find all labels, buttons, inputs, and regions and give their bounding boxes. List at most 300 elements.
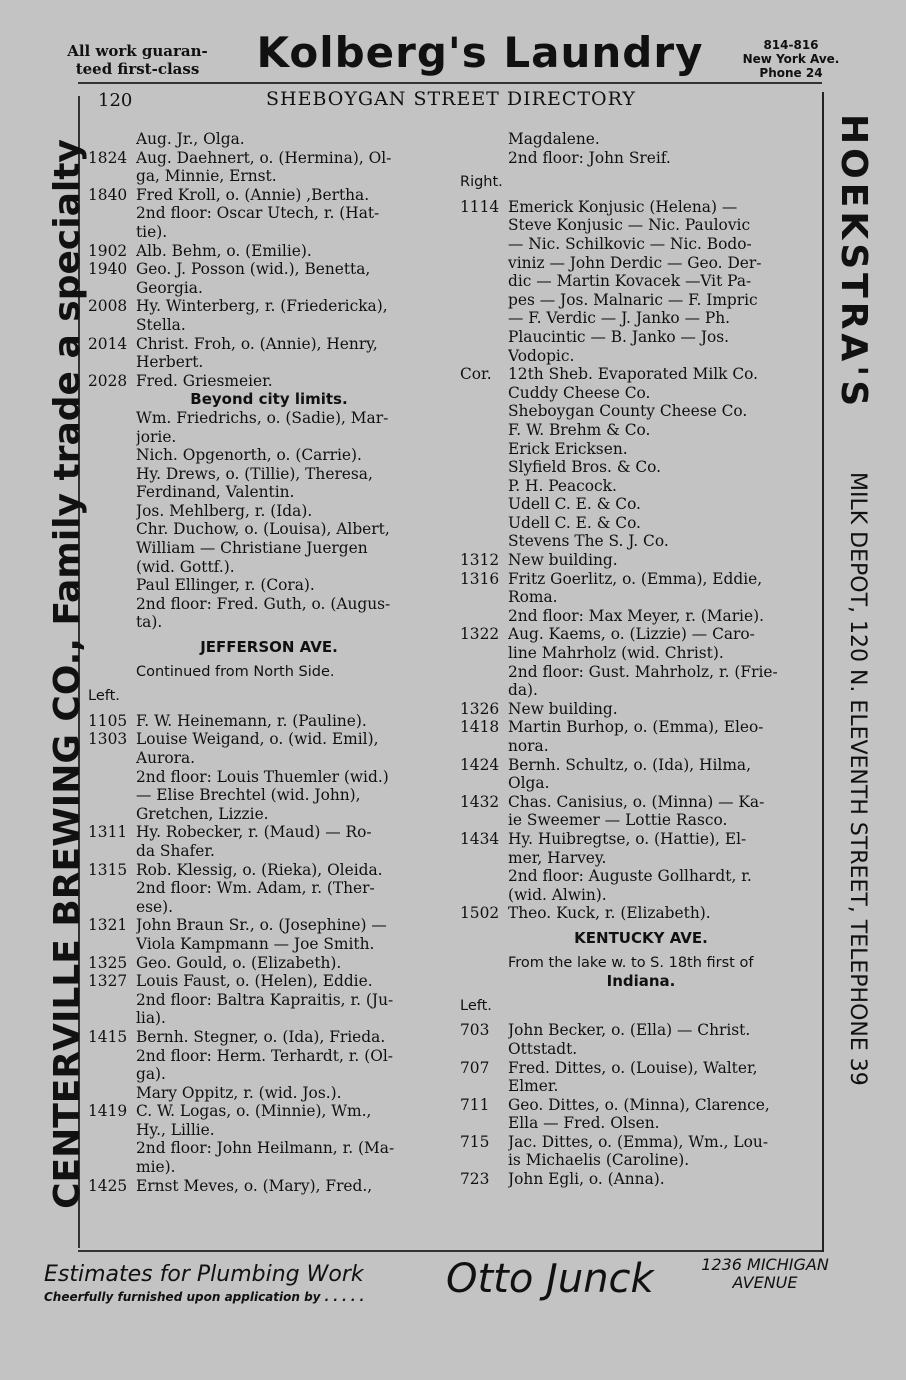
directory-entry-line xyxy=(88,1102,450,1121)
header-rule xyxy=(78,82,822,84)
directory-entry-line xyxy=(88,242,450,261)
directory-entry-line xyxy=(88,1065,450,1084)
directory-entry-line xyxy=(460,1170,822,1189)
entry-text: lia). xyxy=(136,1009,166,1028)
directory-entry-line xyxy=(460,365,822,384)
directory-entry-line xyxy=(88,613,450,632)
directory-entry-line xyxy=(88,879,450,898)
entry-text: 2nd floor: Oscar Utech, r. (Hat- xyxy=(136,204,380,223)
directory-entry-line xyxy=(460,886,822,905)
directory-entry-line xyxy=(88,638,450,657)
house-number xyxy=(460,774,508,793)
footer-address-line1: 1236 MICHIGAN xyxy=(701,1255,829,1274)
directory-entry-line xyxy=(460,811,822,830)
entry-text: (wid. Gottf.). xyxy=(136,557,235,576)
entry-text: Martin Burhop, o. (Emma), Eleo- xyxy=(508,718,764,737)
house-number: 1312 xyxy=(460,551,500,570)
directory-entry-line xyxy=(88,1139,450,1158)
entry-text: Jos. Mehlberg, r. (Ida). xyxy=(136,501,313,520)
house-number: 1425 xyxy=(88,1176,128,1195)
house-number xyxy=(88,1047,136,1066)
directory-entry-line xyxy=(460,793,822,812)
entry-text: From the lake w. to S. 18th first of xyxy=(508,954,754,971)
entry-text: Aurora. xyxy=(136,749,196,767)
house-number: 1316 xyxy=(460,569,500,588)
house-number xyxy=(460,149,508,168)
directory-entry-line xyxy=(460,532,822,551)
entry-text: da Shafer. xyxy=(136,841,215,860)
entry-text: Jac. Dittes, o. (Emma), Wm., Lou- xyxy=(508,1132,769,1151)
directory-entry-line xyxy=(460,514,822,533)
entry-text xyxy=(508,173,822,192)
directory-entry-line xyxy=(460,929,822,948)
left-side-ad-text: CENTERVILLE BREWING CO., Family trade a specialty xyxy=(47,139,88,1209)
house-number xyxy=(88,663,136,682)
directory-entry-line xyxy=(88,954,450,973)
directory-entry-line xyxy=(88,768,450,787)
entry-text: da). xyxy=(508,681,538,700)
entry-text: Ella — Fred. Olsen. xyxy=(508,1114,660,1133)
directory-entry-line xyxy=(88,842,450,861)
directory-entry-line xyxy=(460,130,822,149)
entry-text: Nich. Opgenorth, o. (Carrie). xyxy=(136,446,362,465)
house-number xyxy=(88,1084,136,1103)
house-number: 1303 xyxy=(88,730,128,749)
entry-text: Rob. Klessig, o. (Rieka), Oleida. xyxy=(136,860,383,879)
directory-entry-line xyxy=(460,347,822,366)
directory-entry-line xyxy=(88,916,450,935)
entry-text: Continued from North Side. xyxy=(136,663,335,680)
directory-entry-line xyxy=(88,935,450,954)
entry-text: Beyond city limits. xyxy=(190,390,348,409)
directory-entry-line xyxy=(460,495,822,514)
entry-text: Chas. Canisius, o. (Minna) — Ka- xyxy=(508,792,765,811)
directory-entry-line xyxy=(460,849,822,868)
directory-entry-line xyxy=(460,954,822,973)
directory-entry-line xyxy=(88,428,450,447)
entry-text xyxy=(508,997,822,1016)
house-number xyxy=(460,867,508,886)
entry-text: JEFFERSON AVE. xyxy=(200,638,338,657)
house-number xyxy=(88,1158,136,1177)
house-number xyxy=(88,409,136,428)
entry-text: Geo. Gould, o. (Elizabeth). xyxy=(136,953,342,972)
directory-entry-line xyxy=(460,830,822,849)
directory-entry-line xyxy=(88,186,450,205)
directory-entry-line xyxy=(88,409,450,428)
house-number: 1424 xyxy=(460,755,500,774)
directory-entry-line xyxy=(460,756,822,775)
entry-text: Aug. Daehnert, o. (Hermina), Ol- xyxy=(136,148,392,167)
house-number xyxy=(88,204,136,223)
entry-text: P. H. Peacock. xyxy=(508,476,617,495)
house-number: 1940 xyxy=(88,260,128,279)
entry-text: 2nd floor: Fred. Guth, o. (Augus- xyxy=(136,594,391,613)
house-number: Cor. xyxy=(460,365,492,384)
house-number xyxy=(460,1040,508,1059)
house-number: 2014 xyxy=(88,334,128,353)
entry-text: ese). xyxy=(136,897,174,916)
entry-text: Gretchen, Lizzie. xyxy=(136,804,269,823)
house-number: Right. xyxy=(460,174,503,191)
house-number: 715 xyxy=(460,1132,490,1151)
entry-text: Ottstadt. xyxy=(508,1039,578,1058)
entry-text: New building. xyxy=(508,551,618,570)
page-number: 120 xyxy=(98,90,133,111)
entry-text: Vodopic. xyxy=(508,346,575,365)
house-number xyxy=(88,223,136,242)
entry-text: Geo. Dittes, o. (Minna), Clarence, xyxy=(508,1095,770,1114)
directory-entry-line xyxy=(460,216,822,235)
directory-entry-line xyxy=(460,149,822,168)
house-number xyxy=(460,532,508,551)
entry-text: John Egli, o. (Anna). xyxy=(508,1170,665,1189)
house-number xyxy=(460,886,508,905)
entry-text: 2nd floor: Wm. Adam, r. (Ther- xyxy=(136,879,375,898)
directory-entry-line xyxy=(88,595,450,614)
directory-entry-line xyxy=(460,272,822,291)
house-number: 1105 xyxy=(88,711,128,730)
house-number xyxy=(88,991,136,1010)
directory-entry-line xyxy=(460,421,822,440)
house-number: 1325 xyxy=(88,953,128,972)
entry-text: tie). xyxy=(136,222,168,241)
entry-text: pes — Jos. Malnaric — F. Impric xyxy=(508,290,758,309)
entry-text: — F. Verdic — J. Janko — Ph. xyxy=(508,309,731,328)
entry-text: dic — Martin Kovacek —Vit Pa- xyxy=(508,272,752,291)
directory-entry-line xyxy=(460,477,822,496)
house-number xyxy=(88,520,136,539)
banner-right-ad xyxy=(726,38,856,80)
directory-entry-line xyxy=(88,1084,450,1103)
house-number: 1824 xyxy=(88,148,128,167)
house-number xyxy=(460,588,508,607)
entry-text: Steve Konjusic — Nic. Paulovic xyxy=(508,216,751,235)
directory-entry-line xyxy=(88,167,450,186)
house-number xyxy=(88,898,136,917)
directory-entry-line xyxy=(88,730,450,749)
right-column xyxy=(460,130,822,1189)
entry-text: Theo. Kuck, r. (Elizabeth). xyxy=(508,904,711,923)
house-number xyxy=(88,786,136,805)
entry-text: viniz — John Derdic — Geo. Der- xyxy=(508,253,762,272)
house-number xyxy=(460,272,508,291)
entry-text: Louise Weigand, o. (wid. Emil), xyxy=(136,730,379,749)
entry-text: Olga. xyxy=(508,774,550,793)
directory-entry-line xyxy=(460,718,822,737)
directory-entry-line xyxy=(460,440,822,459)
directory-entry-line xyxy=(88,712,450,731)
house-number xyxy=(460,663,508,682)
directory-entry-line xyxy=(460,254,822,273)
directory-entry-line xyxy=(88,749,450,768)
entry-text: Hy. Winterberg, r. (Friedericka), xyxy=(136,297,388,316)
directory-entry-line xyxy=(460,1077,822,1096)
house-number: 2028 xyxy=(88,371,128,390)
entry-text: New building. xyxy=(508,699,618,718)
entry-text: Fred. Griesmeier. xyxy=(136,371,273,390)
directory-entry-line xyxy=(88,465,450,484)
house-number xyxy=(88,428,136,447)
house-number: 1322 xyxy=(460,625,500,644)
house-number: 1326 xyxy=(460,699,500,718)
directory-entry-line xyxy=(460,1040,822,1059)
entry-text: ta). xyxy=(136,613,163,632)
directory-entry-line xyxy=(460,1021,822,1040)
entry-text: Elmer. xyxy=(508,1077,559,1096)
house-number xyxy=(88,558,136,577)
entry-text: Fritz Goerlitz, o. (Emma), Eddie, xyxy=(508,569,763,588)
directory-entry-line xyxy=(88,372,450,391)
house-number xyxy=(88,576,136,595)
footer-address xyxy=(680,1256,850,1292)
entry-text: Indiana. xyxy=(606,972,676,991)
entry-text: Christ. Froh, o. (Annie), Henry, xyxy=(136,334,378,353)
entry-text: Fred. Dittes, o. (Louise), Walter, xyxy=(508,1058,758,1077)
house-number: 1840 xyxy=(88,185,128,204)
entry-text: Aug. Kaems, o. (Lizzie) — Caro- xyxy=(508,625,755,644)
directory-entry-line xyxy=(88,260,450,279)
directory-entry-line xyxy=(460,458,822,477)
directory-entry-line xyxy=(460,588,822,607)
directory-entry-line xyxy=(460,997,822,1016)
house-number xyxy=(460,440,508,459)
right-side-ad-title: HOEKSTRA'S xyxy=(833,114,874,411)
entry-text: Stella. xyxy=(136,315,186,334)
house-number: 707 xyxy=(460,1058,490,1077)
house-number xyxy=(460,495,508,514)
entry-text: mie). xyxy=(136,1158,176,1177)
entry-text: Magdalene. xyxy=(508,130,600,148)
entry-text: Georgia. xyxy=(136,278,203,297)
entry-text: jorie. xyxy=(136,427,177,446)
directory-entry-line xyxy=(460,867,822,886)
directory-entry-line xyxy=(460,607,822,626)
house-number: 1321 xyxy=(88,916,128,935)
house-number xyxy=(88,1121,136,1140)
entry-text: KENTUCKY AVE. xyxy=(574,928,708,947)
directory-entry-line xyxy=(88,898,450,917)
house-number: 1418 xyxy=(460,718,500,737)
entry-text: Aug. Jr., Olga. xyxy=(136,130,245,148)
directory-entry-line xyxy=(460,551,822,570)
entry-text: Paul Ellinger, r. (Cora). xyxy=(136,576,315,595)
directory-entry-line xyxy=(88,279,450,298)
footer-address-line2: AVENUE xyxy=(732,1273,798,1292)
directory-entry-line xyxy=(88,1009,450,1028)
entry-text xyxy=(136,687,450,706)
entry-text: Bernh. Stegner, o. (Ida), Frieda. xyxy=(136,1027,386,1046)
entry-text: Sheboygan County Cheese Co. xyxy=(508,402,748,421)
house-number xyxy=(460,477,508,496)
house-number: 1902 xyxy=(88,241,128,260)
entry-text: Stevens The S. J. Co. xyxy=(508,532,669,551)
house-number xyxy=(460,384,508,403)
house-number: 703 xyxy=(460,1021,490,1040)
house-number xyxy=(88,768,136,787)
entry-text: 2nd floor: Baltra Kapraitis, r. (Ju- xyxy=(136,990,394,1009)
directory-entry-line xyxy=(88,539,450,558)
house-number xyxy=(88,1139,136,1158)
house-number xyxy=(88,167,136,186)
entry-text: Geo. J. Posson (wid.), Benetta, xyxy=(136,260,371,279)
house-number xyxy=(460,1077,508,1096)
entry-text: ga). xyxy=(136,1065,166,1084)
house-number xyxy=(460,1114,508,1133)
entry-text: Fred Kroll, o. (Annie) ,Bertha. xyxy=(136,185,370,204)
entry-text: is Michaelis (Caroline). xyxy=(508,1151,690,1170)
left-side-ad xyxy=(14,84,88,1264)
directory-entry-line xyxy=(460,1096,822,1115)
right-side-ad xyxy=(822,92,900,1252)
directory-entry-line xyxy=(460,291,822,310)
banner-right-line3: Phone 24 xyxy=(759,66,823,80)
footer-left-line2: Cheerfully furnished upon application by . . . . . xyxy=(44,1290,365,1304)
house-number xyxy=(88,1065,136,1084)
house-number: Left. xyxy=(460,997,492,1014)
entry-text: Emerick Konjusic (Helena) — xyxy=(508,197,738,216)
directory-entry-line xyxy=(88,335,450,354)
entry-text: Ferdinand, Valentin. xyxy=(136,483,295,502)
house-number xyxy=(460,681,508,700)
directory-entry-line xyxy=(88,204,450,223)
entry-text: — Nic. Schilkovic — Nic. Bodo- xyxy=(508,234,752,253)
house-number xyxy=(88,502,136,521)
entry-text: Chr. Duchow, o. (Louisa), Albert, xyxy=(136,520,390,539)
banner-left-line2: teed first-class xyxy=(75,60,200,78)
entry-text: Roma. xyxy=(508,588,558,607)
house-number: Left. xyxy=(88,688,120,705)
house-number: 1311 xyxy=(88,823,128,842)
entry-text: Bernh. Schultz, o. (Ida), Hilma, xyxy=(508,755,751,774)
entry-text: 2nd floor: Louis Thuemler (wid.) xyxy=(136,767,389,786)
house-number xyxy=(88,749,136,768)
directory-entry-line xyxy=(88,149,450,168)
entry-text: Viola Kampmann — Joe Smith. xyxy=(136,934,375,953)
entry-text: Udell C. E. & Co. xyxy=(508,495,641,514)
house-number xyxy=(88,316,136,335)
directory-entry-line xyxy=(460,644,822,663)
entry-text: Louis Faust, o. (Helen), Eddie. xyxy=(136,972,373,991)
directory-entry-line xyxy=(88,558,450,577)
directory-entry-line xyxy=(88,1158,450,1177)
house-number xyxy=(460,130,508,149)
directory-entry-line xyxy=(88,861,450,880)
house-number xyxy=(460,737,508,756)
house-number xyxy=(88,446,136,465)
entry-text: Hy. Drews, o. (Tillie), Theresa, xyxy=(136,464,373,483)
house-number: 1434 xyxy=(460,829,500,848)
directory-entry-line xyxy=(88,316,450,335)
house-number: 1502 xyxy=(460,904,500,923)
footer-rule xyxy=(78,1250,822,1252)
house-number: 1315 xyxy=(88,860,128,879)
house-number xyxy=(460,644,508,663)
directory-entry-line xyxy=(88,483,450,502)
directory-entry-line xyxy=(88,1177,450,1196)
entry-text: ga, Minnie, Ernst. xyxy=(136,167,277,186)
directory-entry-line xyxy=(88,446,450,465)
directory-entry-line xyxy=(460,681,822,700)
entry-text: F. W. Heinemann, r. (Pauline). xyxy=(136,711,367,730)
banner-title: Kolberg's Laundry xyxy=(256,28,704,77)
directory-entry-line xyxy=(460,663,822,682)
directory-entry-line xyxy=(88,297,450,316)
entry-text: Hy. Huibregtse, o. (Hattie), El- xyxy=(508,829,747,848)
house-number xyxy=(460,309,508,328)
entry-text: Herbert. xyxy=(136,353,204,372)
house-number xyxy=(88,805,136,824)
house-number xyxy=(460,235,508,254)
entry-text: — Elise Brechtel (wid. John), xyxy=(136,786,361,805)
house-number xyxy=(88,1009,136,1028)
footer-left-line1: Estimates for Plumbing Work xyxy=(44,1262,364,1287)
entry-text: Hy., Lillie. xyxy=(136,1120,215,1139)
entry-text: 2nd floor: Auguste Gollhardt, r. xyxy=(508,867,752,886)
house-number: 1432 xyxy=(460,792,500,811)
directory-entry-line xyxy=(460,737,822,756)
directory-entry-line xyxy=(88,502,450,521)
directory-entry-line xyxy=(460,625,822,644)
house-number xyxy=(88,595,136,614)
house-number xyxy=(460,402,508,421)
directory-entry-line xyxy=(460,384,822,403)
house-number xyxy=(460,514,508,533)
banner-left-line1: All work guaran- xyxy=(67,42,208,60)
house-number xyxy=(460,1151,508,1170)
entry-text: 12th Sheb. Evaporated Milk Co. xyxy=(508,365,759,384)
entry-text: Udell C. E. & Co. xyxy=(508,513,641,532)
directory-entry-line xyxy=(460,570,822,589)
entry-text: John Braun Sr., o. (Josephine) — xyxy=(136,916,387,935)
directory-entry-line xyxy=(460,700,822,719)
house-number: 2008 xyxy=(88,297,128,316)
house-number xyxy=(460,811,508,830)
entry-text: Ernst Meves, o. (Mary), Fred., xyxy=(136,1176,373,1195)
entry-text: Erick Ericksen. xyxy=(508,439,628,458)
banner-left-ad xyxy=(50,42,225,78)
house-number: 1415 xyxy=(88,1027,128,1046)
directory-entry-line xyxy=(460,173,822,192)
entry-text: John Becker, o. (Ella) — Christ. xyxy=(508,1021,751,1040)
house-number xyxy=(88,613,136,632)
directory-entry-line xyxy=(88,353,450,372)
house-number xyxy=(88,465,136,484)
house-number: 711 xyxy=(460,1095,490,1114)
footer-advertiser: Otto Junck xyxy=(446,1256,654,1302)
entry-text: (wid. Alwin). xyxy=(508,885,607,904)
directory-entry-line xyxy=(460,198,822,217)
entry-text: mer, Harvey. xyxy=(508,848,607,867)
entry-text: F. W. Brehm & Co. xyxy=(508,420,651,439)
entry-text: Wm. Friedrichs, o. (Sadie), Mar- xyxy=(136,408,389,427)
entry-text: Slyfield Bros. & Co. xyxy=(508,458,662,477)
directory-entry-line xyxy=(88,972,450,991)
directory-entry-line xyxy=(460,1059,822,1078)
banner-right-line2: New York Ave. xyxy=(742,52,840,66)
house-number xyxy=(88,483,136,502)
entry-text: C. W. Logas, o. (Minnie), Wm., xyxy=(136,1102,372,1121)
entry-text: William — Christiane Juergen xyxy=(136,539,368,558)
house-number xyxy=(460,458,508,477)
directory-entry-line xyxy=(88,805,450,824)
house-number: 1327 xyxy=(88,972,128,991)
house-number xyxy=(460,421,508,440)
directory-entry-line xyxy=(88,786,450,805)
directory-entry-line xyxy=(88,1028,450,1047)
right-side-ad-subtitle: MILK DEPOT, 120 N. ELEVENTH STREET, TELEPHONE 39 xyxy=(845,472,870,1086)
directory-entry-line xyxy=(88,1047,450,1066)
